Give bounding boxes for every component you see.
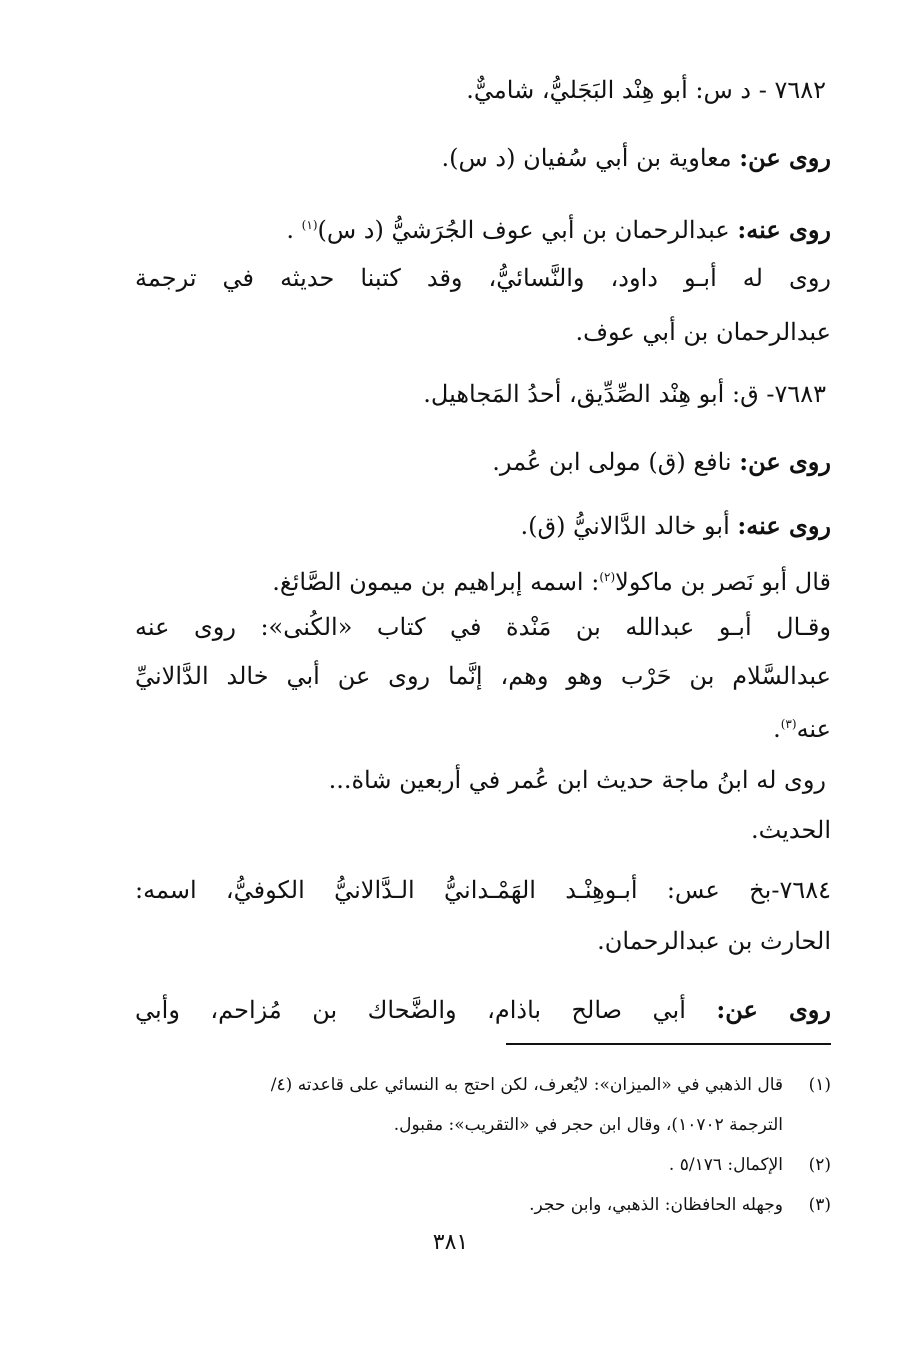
- footnote-text: وجهله الحافظان: الذهبي، وابن حجر.: [529, 1195, 783, 1215]
- footnote-number: (٢): [808, 1155, 831, 1175]
- entry-7683-narrated-from: [492, 442, 831, 482]
- entry-7683-ibnmajah-line-2: الحديث.: [751, 816, 831, 844]
- narrated-from-label: روى عن:: [739, 143, 831, 172]
- makula-pre: قال أبو نَصر بن ماكولا: [615, 568, 831, 596]
- entry-7682-note-line-2: عبدالرحمان بن أبي عوف.: [575, 318, 831, 346]
- entry-7684-heading-line-2: الحارث بن عبدالرحمان.: [597, 927, 831, 955]
- narrated-from-text: نافع (ق) مولى ابن عُمر.: [492, 448, 732, 476]
- footnote-3: [529, 1192, 831, 1218]
- entry-7683-mandah-line-2: عبدالسَّلام بن حَرْب وهو وهم، إنَّما روى عن أبي خالد الدَّالانيِّ: [135, 662, 831, 690]
- footnote-2: [669, 1152, 831, 1178]
- entry-7683-mandah-line-1: وقـال أبـو عبدالله بن مَنْدة في كتاب «الكُنى»: روى عنه: [135, 613, 831, 641]
- entry-7683-heading: ٧٦٨٣- ق: أبو هِنْد الصِّدِّيق، أحدُ المَجاهيل.: [423, 380, 826, 408]
- narrated-from-text: أبي صالح باذام، والضَّحاك بن مُزاحم، وأبي: [135, 996, 686, 1024]
- sentence-end: .: [286, 216, 295, 244]
- entry-7682-narrated-from: [441, 138, 831, 178]
- footnote-ref-3: (٣): [780, 717, 797, 731]
- entry-7684-narrated-from: [135, 990, 831, 1030]
- entry-7682-note-line-1: روى له أبـو داود، والنَّسائيُّ، وقد كتبنا حديثه في ترجمة: [135, 264, 831, 292]
- footnote-number: (٣): [808, 1195, 831, 1215]
- entry-7682-heading: ٧٦٨٢ - د س: أبو هِنْد البَجَليُّ، شاميٌّ.: [466, 76, 826, 104]
- makula-post: : اسمه إبراهيم بن ميمون الصَّائغ.: [272, 568, 600, 596]
- narrated-from-label: روى عن:: [716, 995, 831, 1024]
- footnote-text: قال الذهبي في «الميزان»: لايُعرف، لكن احتج به النسائي على قاعدته (٤/: [270, 1075, 783, 1095]
- footnote-1-line-1: [271, 1072, 831, 1098]
- footnote-text: الإكمال: ٥/١٧٦ .: [668, 1155, 783, 1175]
- entry-7683-narrated-by: [520, 506, 831, 546]
- narrated-by-text: أبو خالد الدَّالانيُّ (ق).: [520, 512, 730, 540]
- sentence-end: .: [773, 715, 781, 743]
- entry-7683-mandah-line-3: [773, 704, 831, 749]
- mandah-end-word: عنه: [796, 715, 831, 743]
- entry-7684-heading-line-1: ٧٦٨٤-بخ عس: أبـوهِنْـد الهَمْـدانيُّ الـدَّالانيُّ الكوفيُّ، اسمه:: [135, 876, 831, 904]
- entry-7683-ibnmajah-line-1: روى له ابنُ ماجة حديث ابن عُمر في أربعين شاة...: [328, 766, 826, 794]
- page-number: ٣٨١: [432, 1230, 469, 1255]
- entry-7682-narrated-by: [286, 205, 831, 250]
- entry-7683-makula-line: [272, 557, 831, 602]
- narrated-from-text: معاوية بن أبي سُفيان (د س).: [441, 144, 732, 172]
- footnote-ref-1: (١): [301, 218, 318, 232]
- narrated-by-label: روى عنه:: [737, 215, 831, 244]
- footnote-1-line-2: الترجمة ١٠٧٠٢)، وقال ابن حجر في «التقريب»: مقبول.: [393, 1115, 783, 1135]
- footnote-number: (١): [808, 1075, 831, 1095]
- narrated-from-label: روى عن:: [739, 447, 831, 476]
- narrated-by-text: عبدالرحمان بن أبي عوف الجُرَشيُّ (د س): [317, 216, 730, 244]
- narrated-by-label: روى عنه:: [737, 511, 831, 540]
- footnote-separator: [506, 1043, 831, 1045]
- footnote-ref-2: (٢): [599, 570, 616, 584]
